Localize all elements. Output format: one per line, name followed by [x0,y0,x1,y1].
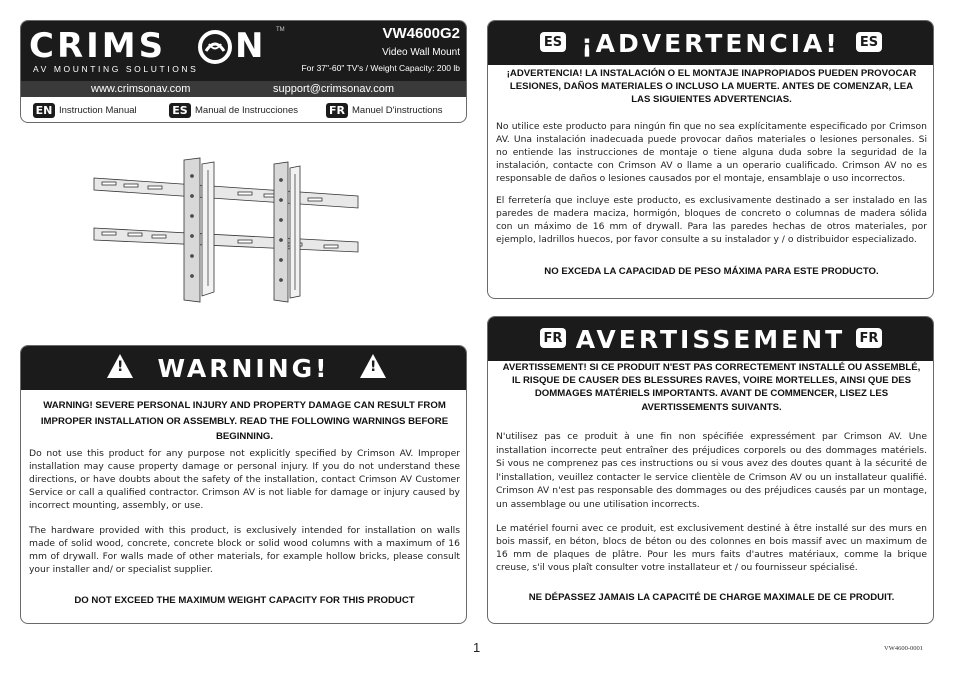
warning-panel-es [487,20,934,299]
top-rail [94,178,358,208]
warning-title-es: ¡ADVERTENCIA! [581,28,840,58]
warning-lead-es: ¡ADVERTENCIA! LA INSTALACIÓN O EL MONTAJE INAPROPIADOS PUEDEN PROVOCAR LESIONES, DAÑOS MATERIALES O INCLUSO LA MUERTE. ANTES DE COMENZAR, LEA LAS SIGUIENTES ADVERTENCIAS. [506,68,917,106]
warning-paragraph-2-en: The hardware provided with this product, is exclusively intended for installation on walls made of solid wood, concrete, concrete block or solid wood columns with a maximum of 16 mm of drywall. For walls made of other materials, for example hollow bricks, please consult your installer and/ or specialist supplier. [29,525,460,575]
warning-triangle-icon: ! [360,354,386,378]
model-number: VW4600G2 [382,25,460,42]
warning-banner-fr [488,317,933,361]
language-code-fr: FR [326,103,348,118]
warning-panel-en [20,345,467,624]
product-type: Video Wall Mount [382,47,460,58]
warning-paragraph-1-fr: N'utilisez pas ce produit à une fin non spécifiée expressément par Crimson AV. Une installation incorrecte peut entraîner des préjudices corporels ou des dommages matériels. Si vous ne comprenez pas ces instructions ou si vous avez des doutes quant à la sécurité de l'installation, veuillez contacter le service clientèle de Crimson AV ou un installateur qualifié. Crimson AV n'est pas responsable des dommages ou des préjudices causés par un montage, un assemblage ou une utilisation incorrects. [496,431,927,510]
model-info [301,25,460,75]
language-code-en: EN [33,103,55,118]
email-link[interactable]: support@crimsonav.com [273,83,394,95]
trademark-mark: TM [276,27,285,33]
language-code-es: ES [169,103,191,118]
warning-panel-fr [487,316,934,624]
language-item-es [169,103,298,118]
warning-paragraph-1-es: No utilice este producto para ningún fin que no sea explícitamente especificado por Crimson AV. Una instalación inadecuada puede provocar daños materiales o lesiones personales. Si no entiende las instrucciones de montaje o tiene alguna duda sobre la seguridad de la instalación, contacte con Crimson AV o llame a un operario cualificado. Crimson AV no es responsable de daños o lesiones causados por el montaje, ensamblaje o uso incorrectos. [496,121,927,184]
page-number: 1 [473,640,481,655]
left-arm-a [184,158,200,302]
brand-tagline: AV MOUNTING SOLUTIONS [33,64,199,74]
brand-wordmark: CRIMS [29,26,167,66]
product-spec: For 37"-60" TV's / Weight Capacity: 200 lb [301,63,460,73]
document-code: VW4600-0001 [884,645,923,652]
warning-title-fr: AVERTISSEMENT [575,324,846,354]
bottom-rail [94,228,358,252]
warning-paragraph-2-es: El ferretería que incluye este producto, es exclusivamente destinado a ser instalado en las paredes de madera maciza, hormigón, bloques de concreto o columnas de madera sólida con un máximo de 16 mm of drywall. Para las paredes hechas de otros materiales, por ejemplo, ladrillos huecos, por favor consulte a su instalador y / o distribuidor especializado. [496,195,927,245]
wall-mount-illustration [88,156,368,306]
language-list [21,97,467,123]
warning-lead-fr: AVERTISSEMENT! SI CE PRODUIT N'EST PAS CORRECTEMENT INSTALLÉ OU ASSEMBLÉ, IL RISQUE DE CAUSER DES BLESSURES RAVES, VOIRE MORTELLES, AINSI QUE DES DOMMAGES MATÉRIELS IMPORTANTS. AVANT DE COMMENCER, LISEZ LES AVERTISSEMENTS SUIVANTS. [502,362,921,413]
language-item-en [33,103,137,118]
brand-o-globe-icon [197,29,233,65]
lang-badge-fr-left: FR [540,328,566,348]
warning-title-en: WARNING! [157,353,330,383]
header-card [20,20,467,123]
crimson-logo [29,27,289,75]
contact-bar [21,81,467,97]
warning-paragraph-2-fr: Le matériel fourni avec ce produit, est exclusivement destiné à être installé sur des murs en bois massif, en béton, blocs de béton ou des colonnes en bois massif avec un maximum de 16 mm de plaques de plâtre. Pour les murs faits d'autres matériaux, comme la brique creuse, s'il vous plaît consulter votre installateur et / ou fournisseur spécialisé. [496,523,927,573]
language-label-fr: Manuel D'instructions [352,104,443,116]
warning-paragraph-1-en: Do not use this product for any purpose not explicitly specified by Crimson AV. Improper installation may cause property damage or personal injury. If you do not understand these directions, or have doubts about the safety of the installation, contact Crimson AV Customer Service or call a qualified contractor. Crimson AV is not liable for damage or injury caused by incorrect mounting, assembly, or use. [29,448,460,511]
brand-wordmark-tail: N [235,26,264,66]
website-link[interactable]: www.crimsonav.com [91,83,191,95]
warning-banner-es [488,21,933,65]
warning-banner-en [21,346,466,390]
warning-closing-en: DO NOT EXCEED THE MAXIMUM WEIGHT CAPACITY FOR THIS PRODUCT [74,595,415,606]
language-item-fr [326,103,443,118]
lang-badge-es-left: ES [540,32,566,52]
lang-badge-es-right: ES [856,32,882,52]
language-label-es: Manual de Instrucciones [195,104,298,116]
warning-closing-fr: NE DÉPASSEZ JAMAIS LA CAPACITÉ DE CHARGE MAXIMALE DE CE PRODUIT. [528,592,895,603]
language-label-en: Instruction Manual [59,104,137,116]
lang-badge-fr-right: FR [856,328,882,348]
warning-triangle-icon: ! [107,354,133,378]
warning-closing-es: NO EXCEDA LA CAPACIDAD DE PESO MÁXIMA PARA ESTE PRODUCTO. [544,266,879,277]
warning-lead-en: WARNING! SEVERE PERSONAL INJURY AND PROPERTY DAMAGE CAN RESULT FROM IMPROPER INSTALLATION OR ASSEMBLY. READ THE FOLLOWING WARNINGS BEFORE BEGINNING. [40,400,449,442]
logo-bar [21,21,467,81]
